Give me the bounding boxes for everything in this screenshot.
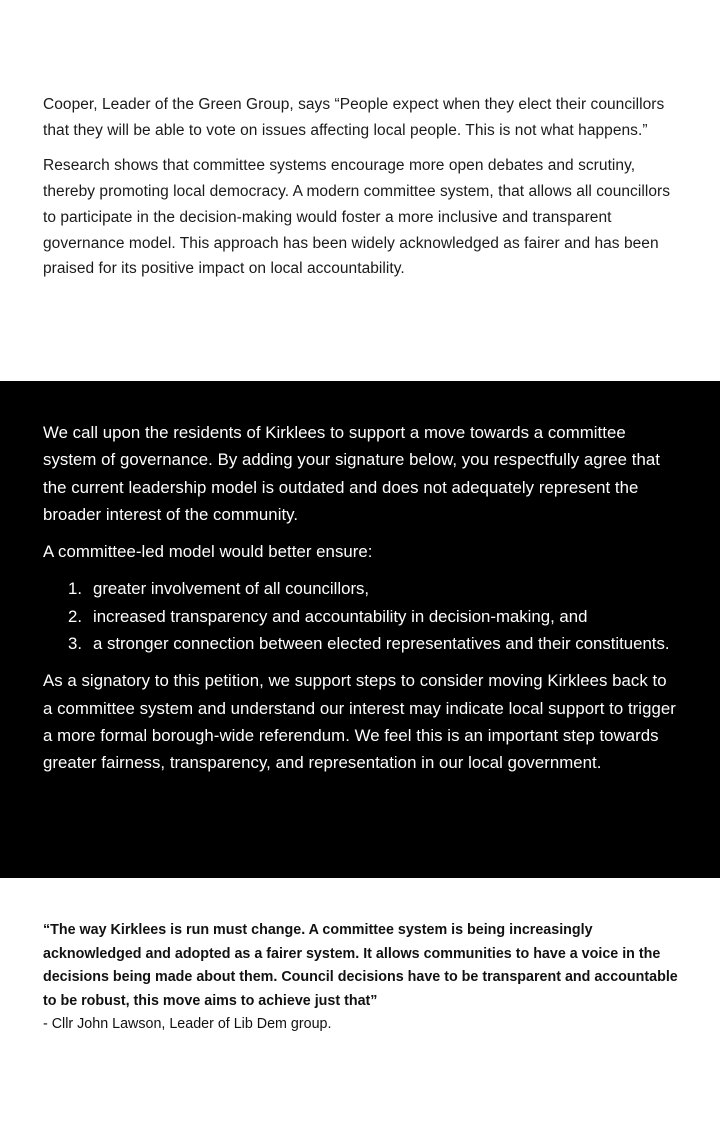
list-item-text: greater involvement of all councillors, — [93, 579, 370, 599]
benefits-list — [43, 575, 678, 657]
petition-statement-section — [0, 381, 720, 878]
list-item — [43, 603, 678, 630]
quote-attribution: - Cllr John Lawson, Leader of Lib Dem group. — [43, 1016, 332, 1032]
research-paragraph: Research shows that committee systems encourage more open debates and scrutiny, thereby promoting local democracy. A modern committee system, that allows all councillors to participate in the decision-making would foster a more inclusive and transparent governance model. This approach has been widely acknowledged as fairer and has been praised for its positive impact on local accountability. — [43, 157, 671, 278]
petition-list-intro: A committee-led model would better ensure: — [43, 542, 373, 562]
cooper-quote-paragraph: Cooper, Leader of the Green Group, says “People expect when they elect their councillors that they will be able to vote on issues affecting local people. This is not what happens.” — [43, 96, 665, 139]
list-item — [43, 575, 678, 602]
lawson-quote-section — [43, 919, 683, 1037]
intro-section — [0, 0, 720, 288]
list-item-number: 3. — [68, 634, 82, 654]
list-item-text: increased transparency and accountability in decision-making, and — [93, 606, 588, 626]
petition-call-paragraph: We call upon the residents of Kirklees to support a move towards a committee system of governance. By adding your signature below, you respectfully agree that the current leadership model is outdated and does not adequately represent the broader interest of the community. — [43, 423, 660, 524]
list-item-number: 1. — [68, 579, 82, 599]
lawson-quote-text: “The way Kirklees is run must change. A committee system is being increasingly acknowledged and adopted as a fairer system. It allows communities to have a voice in the decisions being made about them. Council decisions have to be transparent and accountable to be robust, this move aims to achieve just that” — [43, 922, 678, 1009]
list-item-number: 2. — [68, 606, 82, 626]
list-item — [43, 630, 678, 657]
list-item-text: a stronger connection between elected representatives and their constituents. — [93, 634, 670, 654]
signatory-paragraph: As a signatory to this petition, we support steps to consider moving Kirklees back to a committee system and understand our interest may indicate local support to trigger a more formal borough-wide referendum. We feel this is an important step towards greater fairness, transparency, and representation in our local government. — [43, 671, 676, 773]
